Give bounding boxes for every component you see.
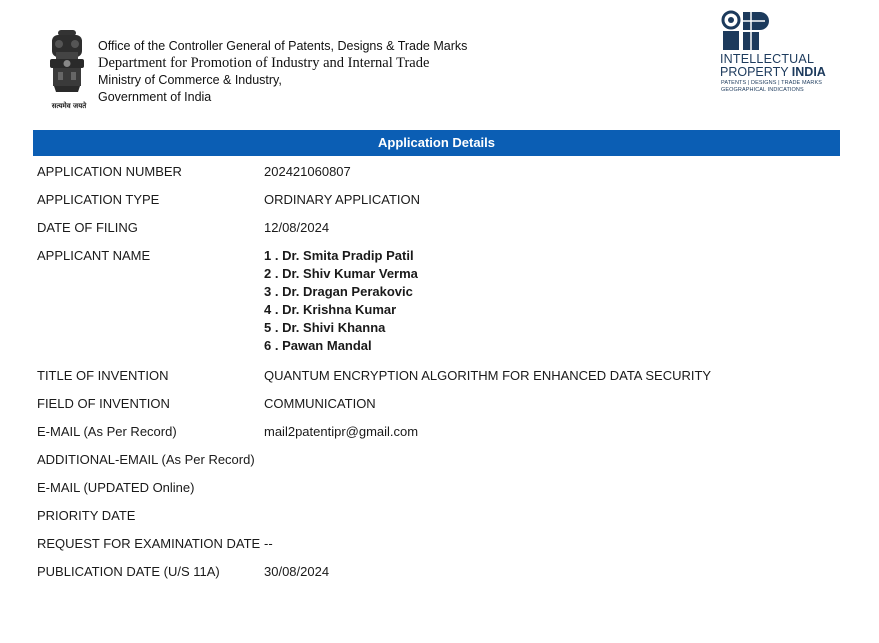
ip-india-line-2: PROPERTY INDIA [720,65,826,79]
national-emblem-icon [42,28,92,112]
label-applicant-name: APPLICANT NAME [37,248,151,263]
label-priority-date: PRIORITY DATE [37,508,136,523]
ip-india-subline-2: GEOGRAPHICAL INDICATIONS [721,87,804,93]
ip-india-subline-1: PATENTS | DESIGNS | TRADE MARKS [721,80,823,86]
detail-row-email-updated [37,474,837,502]
detail-row-field-of-invention [37,390,837,418]
ip-india-logo [720,10,835,110]
value-application-type: ORDINARY APPLICATION [264,192,421,207]
application-details [37,158,837,586]
detail-row-applicant-name [37,242,837,362]
label-application-type: APPLICATION TYPE [37,192,160,207]
detail-row-publication-date [37,558,837,586]
ip-india-line-1: INTELLECTUAL [720,52,815,66]
detail-row-priority-date [37,502,837,530]
emblem-caption: सत्यमेव जयते [51,102,87,110]
value-publication-date: 30/08/2024 [264,564,330,579]
value-date-of-filing: 12/08/2024 [264,220,330,235]
label-application-number: APPLICATION NUMBER [37,164,182,179]
detail-row-request-for-examination-date [37,530,837,558]
detail-row-date-of-filing [37,214,837,242]
label-title-of-invention: TITLE OF INVENTION [37,368,169,383]
label-request-for-examination-date: REQUEST FOR EXAMINATION DATE [37,536,261,551]
section-title-bar: Application Details [33,130,840,156]
applicant-list [264,247,837,355]
org-line-2: Department for Promotion of Industry and Internal Trade [98,55,430,71]
org-line-4: Government of India [98,90,212,104]
organization-name [98,38,467,106]
applicant-name-item: 6 . Pawan Mandal [264,338,372,353]
applicant-name-item: 4 . Dr. Krishna Kumar [264,302,397,317]
value-field-of-invention: COMMUNICATION [264,396,376,411]
label-email: E-MAIL (As Per Record) [37,424,177,439]
detail-row-email [37,418,837,446]
value-request-for-examination-date: -- [264,536,273,551]
page-header [0,0,879,125]
applicant-name-item: 2 . Dr. Shiv Kumar Verma [264,266,418,281]
label-email-updated: E-MAIL (UPDATED Online) [37,480,195,495]
label-field-of-invention: FIELD OF INVENTION [37,396,170,411]
detail-row-application-number [37,158,837,186]
applicant-name-item: 3 . Dr. Dragan Perakovic [264,284,413,299]
value-application-number: 202421060807 [264,164,351,179]
detail-row-title-of-invention [37,362,837,390]
org-line-3: Ministry of Commerce & Industry, [98,73,282,87]
detail-row-additional-email [37,446,837,474]
label-date-of-filing: DATE OF FILING [37,220,138,235]
applicant-name-item: 5 . Dr. Shivi Khanna [264,320,386,335]
applicant-name-item: 1 . Dr. Smita Pradip Patil [264,248,414,263]
label-publication-date: PUBLICATION DATE (U/S 11A) [37,564,220,579]
detail-row-application-type [37,186,837,214]
label-additional-email: ADDITIONAL-EMAIL (As Per Record) [37,452,255,467]
ip-india-mark-icon [720,10,770,52]
org-line-1: Office of the Controller General of Patents, Designs & Trade Marks [98,39,468,53]
value-email: mail2patentipr@gmail.com [264,424,419,439]
value-title-of-invention: QUANTUM ENCRYPTION ALGORITHM FOR ENHANCED DATA SECURITY [264,368,712,383]
